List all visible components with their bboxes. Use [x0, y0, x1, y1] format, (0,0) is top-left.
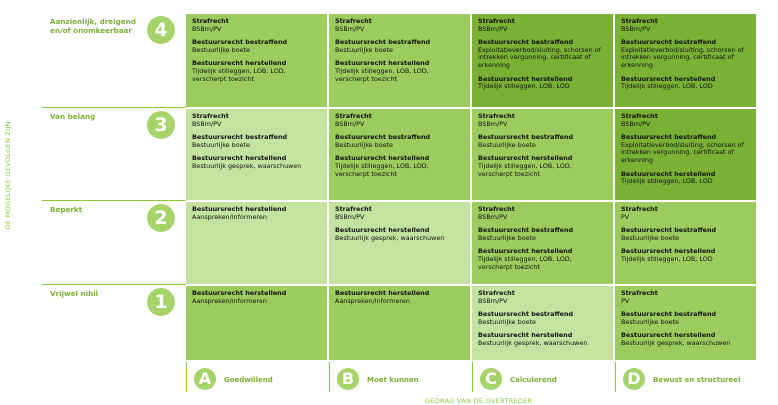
- cell-text: intrekken vergunning, certificaat of: [621, 53, 734, 62]
- matrix-cell: [472, 286, 613, 360]
- column-divider: [186, 362, 187, 392]
- column-letter-badge: A: [194, 368, 216, 390]
- cell-text: BSBm/PV: [192, 24, 222, 33]
- column-label: Bewust en structureel: [653, 376, 741, 384]
- row-number-badge: 2: [147, 204, 175, 232]
- cell-text: Tijdelijk stilleggen, LOB, LOD: [621, 254, 713, 263]
- cell-text: Bestuurlijk gesprek, waarschuwen: [335, 233, 445, 242]
- cell-text: intrekken vergunning, certificaat of: [621, 148, 734, 157]
- x-axis-label: GEDRAG VAN DE OVERTREDER: [425, 397, 533, 405]
- cell-text: Bestuurlijke boete: [335, 45, 393, 54]
- matrix-cell: [186, 109, 327, 200]
- cell-text: verscherpt toezicht: [335, 169, 397, 178]
- cell-heading: Bestuursrecht herstellend: [335, 289, 430, 297]
- cell-text: Tijdelijk stilleggen, LOB, LOD: [621, 82, 713, 91]
- column-label: Moet kunnen: [367, 376, 419, 384]
- cell-text: Tijdelijk stilleggen, LOB, LOD,: [335, 66, 429, 75]
- cell-heading: Bestuursrecht herstellend: [621, 331, 716, 340]
- cell-text: BSBm/PV: [478, 119, 508, 128]
- matrix-cell: [186, 202, 327, 284]
- cell-heading: Bestuursrecht herstellend: [478, 74, 573, 83]
- cell-text: Exploitatieverbod/sluiting, schorsen of: [478, 45, 601, 54]
- cell-text: erkenning: [621, 60, 653, 69]
- cell-heading: Bestuursrecht bestraffend: [478, 38, 574, 47]
- cell-heading: Strafrecht: [478, 289, 515, 297]
- cell-text: Exploitatieverbod/sluiting, schorsen of: [621, 45, 744, 54]
- cell-text: intrekken vergunning, certificaat of: [478, 53, 591, 62]
- cell-text: BSBm/PV: [478, 24, 508, 33]
- cell-heading: Bestuursrecht bestraffend: [621, 310, 717, 319]
- matrix-cell: [329, 14, 470, 107]
- cell-text: verscherpt toezicht: [192, 74, 254, 83]
- column-letter-badge: C: [480, 368, 502, 390]
- cell-heading: Bestuursrecht bestraffend: [192, 133, 288, 142]
- cell-heading: Bestuursrecht bestraffend: [621, 38, 717, 47]
- row-label: Vrijwel nihil: [50, 289, 99, 298]
- cell-text: verscherpt toezicht: [478, 169, 540, 178]
- cell-text: BSBm/PV: [478, 212, 508, 221]
- cell-heading: Strafrecht: [335, 205, 372, 213]
- cell-text: Bestuurlijke boete: [192, 140, 250, 149]
- cell-text: BSBm/PV: [478, 296, 508, 305]
- matrix-cell: [472, 14, 613, 107]
- matrix-cell: [472, 109, 613, 200]
- cell-heading: Bestuursrecht bestraffend: [192, 38, 288, 47]
- matrix-cell: [329, 286, 470, 360]
- cell-heading: Bestuursrecht bestraffend: [478, 310, 574, 319]
- row-divider: [42, 284, 186, 285]
- matrix-cell: [329, 109, 470, 200]
- cell-heading: Bestuursrecht herstellend: [335, 154, 430, 163]
- cell-text: Bestuurlijk gesprek, waarschuwen: [478, 338, 588, 347]
- cell-text: BSBm/PV: [335, 119, 365, 128]
- cell-heading: Strafrecht: [478, 112, 515, 120]
- cell-heading: Bestuursrecht herstellend: [192, 59, 287, 68]
- cell-text: PV: [621, 296, 630, 305]
- cell-heading: Bestuursrecht herstellend: [621, 169, 716, 178]
- cell-text: BSBm/PV: [335, 24, 365, 33]
- row-label: Van belang: [50, 112, 96, 121]
- cell-text: Bestuurlijk gesprek, waarschuwen: [192, 161, 302, 170]
- matrix-cell: [186, 14, 327, 107]
- matrix-cell: [615, 202, 756, 284]
- cell-heading: Strafrecht: [621, 205, 658, 213]
- cell-heading: Bestuursrecht herstellend: [478, 154, 573, 163]
- cell-heading: Bestuursrecht bestraffend: [478, 133, 574, 142]
- cell-heading: Bestuursrecht herstellend: [335, 226, 430, 235]
- cell-text: BSBm/PV: [621, 24, 651, 33]
- cell-text: Bestuurlijke boete: [621, 317, 679, 326]
- cell-heading: Strafrecht: [192, 112, 229, 120]
- cell-text: Bestuurlijke boete: [478, 233, 536, 242]
- column-label: Goedwillend: [224, 376, 273, 384]
- cell-heading: Bestuursrecht herstellend: [335, 59, 430, 68]
- row-divider: [42, 200, 186, 201]
- column-divider: [472, 362, 473, 392]
- cell-text: Aanspreken/informeren: [192, 296, 267, 305]
- cell-text: BSBm/PV: [192, 119, 222, 128]
- matrix-cell: [329, 202, 470, 284]
- matrix-cell: [615, 109, 756, 200]
- cell-heading: Bestuursrecht bestraffend: [335, 133, 431, 142]
- cell-heading: Bestuursrecht herstellend: [621, 247, 716, 256]
- cell-heading: Strafrecht: [335, 17, 372, 25]
- matrix-cell: [615, 286, 756, 360]
- cell-text: Tijdelijk stilleggen, LOB, LOD: [478, 82, 570, 91]
- column-letter-badge: B: [337, 368, 359, 390]
- cell-heading: Strafrecht: [192, 17, 229, 25]
- cell-text: Bestuurlijke boete: [478, 140, 536, 149]
- cell-text: Bestuurlijk gesprek, waarschuwen: [621, 338, 731, 347]
- cell-heading: Bestuursrecht bestraffend: [621, 226, 717, 235]
- cell-heading: Strafrecht: [621, 17, 658, 25]
- row-number-badge: 1: [147, 288, 175, 316]
- row-divider: [42, 107, 186, 108]
- cell-text: Aanspreken/informeren: [192, 212, 267, 221]
- cell-text: Aanspreken/informeren: [335, 296, 410, 305]
- cell-heading: Bestuursrecht herstellend: [478, 247, 573, 256]
- cell-heading: Bestuursrecht herstellend: [478, 331, 573, 340]
- matrix-cell: [615, 14, 756, 107]
- cell-text: PV: [621, 212, 630, 221]
- cell-heading: Strafrecht: [478, 205, 515, 213]
- cell-text: Exploitatieverbod/sluiting, schorsen of: [621, 140, 744, 149]
- matrix-cell: [472, 202, 613, 284]
- cell-text: erkenning: [621, 155, 653, 164]
- cell-text: Tijdelijk stilleggen, LOB, LOD,: [335, 161, 429, 170]
- cell-heading: Strafrecht: [621, 112, 658, 120]
- cell-text: Bestuurlijke boete: [335, 140, 393, 149]
- cell-heading: Bestuursrecht herstellend: [192, 289, 287, 297]
- row-label: Beperkt: [50, 205, 83, 214]
- cell-text: Tijdelijk stilleggen, LOB, LOD: [621, 177, 713, 186]
- cell-text: verscherpt toezicht: [335, 74, 397, 83]
- column-letter-badge: D: [623, 368, 645, 390]
- cell-text: erkenning: [478, 60, 510, 69]
- column-divider: [329, 362, 330, 392]
- cell-heading: Bestuursrecht bestraffend: [478, 226, 574, 235]
- y-axis-label: DE MOGELIJKE GEVOLGEN ZIJN:: [4, 118, 12, 230]
- cell-text: Tijdelijk stilleggen, LOB, LOD,: [478, 254, 572, 263]
- cell-text: Bestuurlijke boete: [192, 45, 250, 54]
- cell-text: BSBm/PV: [621, 119, 651, 128]
- cell-heading: Strafrecht: [478, 17, 515, 25]
- cell-heading: Bestuursrecht herstellend: [192, 154, 287, 163]
- cell-text: Bestuurlijke boete: [621, 233, 679, 242]
- row-number-badge: 3: [147, 111, 175, 139]
- cell-text: BSBm/PV: [335, 212, 365, 221]
- matrix-cell: [186, 286, 327, 360]
- cell-text: Tijdelijk stilleggen, LOB, LOD,: [192, 66, 286, 75]
- column-divider: [615, 362, 616, 392]
- row-number-badge: 4: [147, 16, 175, 44]
- row-label: Aanzienlijk, dreigend en/of onomkeerbaar: [50, 17, 136, 35]
- cell-text: Bestuurlijke boete: [478, 317, 536, 326]
- cell-heading: Bestuursrecht herstellend: [621, 74, 716, 83]
- cell-text: Tijdelijk stilleggen, LOB, LOD,: [478, 161, 572, 170]
- column-label: Calculerend: [510, 376, 557, 384]
- cell-heading: Strafrecht: [621, 289, 658, 297]
- cell-text: verscherpt toezicht: [478, 262, 540, 271]
- cell-heading: Bestuursrecht bestraffend: [335, 38, 431, 47]
- cell-heading: Bestuursrecht bestraffend: [621, 133, 717, 142]
- cell-heading: Strafrecht: [335, 112, 372, 120]
- cell-heading: Bestuursrecht herstellend: [192, 205, 287, 213]
